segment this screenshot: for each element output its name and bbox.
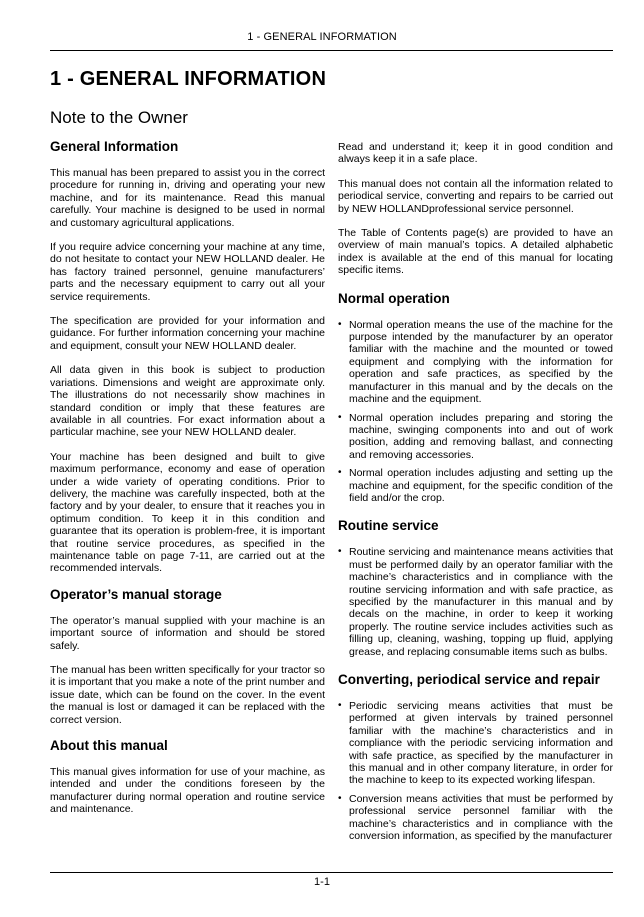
paragraph: The specification are provided for your information and guidance. For further information concerning your machine and equipment, consult your NEW HOLLAND dealer. (50, 315, 325, 352)
page-number: 1-1 (314, 876, 330, 888)
list-item: • Routine servicing and maintenance means activities that must be performed daily by an operator familiar with the machine’s characteristics and in compliance with the routine servicing information and with safe practice, as specified by the manufacturer in this manual and by decals on the machine, in order to keep it working properly. The routine service includes activities such as filling up, cleaning, washing, topping up fluid, applying grease, and replacing consumable items such as bulbs. (338, 546, 613, 658)
list-item: • Periodic servicing means activities that must be performed at given intervals by trained personnel familiar with the machine’s characteristics and in compliance with the periodic servicing information and with safe practice, as specified by the manufacturer in this manual and in other company literature, in order for the machine to keep to its expected working lifespan. (338, 700, 613, 787)
section-title: Note to the Owner (50, 108, 188, 127)
footer-rule (50, 872, 613, 873)
paragraph: Read and understand it; keep it in good condition and always keep it in a safe place. (338, 141, 613, 166)
paragraph: This manual has been prepared to assist you in the correct procedure for running in, driving and operating your new machine, and for its maintenance. Read this manual carefully. Your machine is designed to be used in normal and customary agricultural applications. (50, 167, 325, 229)
paragraph: Your machine has been designed and built to give maximum performance, economy and ease of operation under a wide variety of operating conditions. Prior to delivery, the machine was carefully inspected, both at the factory and by your dealer, to ensure that it reaches you in optimum condition. To keep it in this condition and guarantee that its operation is problem-free, it is important that routine service procedures, as specified in the maintenance table on page 7-11, are carried out at the recommended intervals. (50, 450, 325, 575)
header-rule (50, 50, 613, 51)
right-column (338, 141, 613, 850)
converting-heading: Converting, periodical service and repair (338, 672, 600, 687)
left-column (50, 139, 325, 828)
paragraph: All data given in this book is subject to production variations. Dimensions and weight are approximate only. The illustrations do not necessarily show machines in standard condition or imply that these features are available in all countries. For exact information about a particular machine, see your NEW HOLLAND dealer. (50, 364, 325, 439)
chapter-title: 1 - GENERAL INFORMATION (50, 68, 327, 90)
about-heading: About this manual (50, 738, 168, 754)
paragraph: If you require advice concerning your machine at any time, do not hesitate to contact your NEW HOLLAND dealer. He has factory trained personnel, genuine manufacturers’ parts and the necessary equipment to carry out all your service requirements. (50, 241, 325, 303)
normal-operation-heading: Normal operation (338, 290, 450, 306)
list-item: • Normal operation means the use of the machine for the purpose intended by the manufacturer by an operator familiar with the machine and the mounted or towed equipment and complying with the information for operation and safe practices, as specified by the manufacturer in this manual and by the decals on the machine and the equipment. (338, 319, 613, 406)
paragraph: This manual gives information for use of your machine, as intended and under the conditions foreseen by the manufacturer during normal operation and routine service and maintenance. (50, 766, 325, 816)
paragraph: The Table of Contents page(s) are provided to have an overview of main manual’s topics. A detailed alphabetic index is available at the end of this manual for locating specific items. (338, 227, 613, 277)
running-header: 1 - GENERAL INFORMATION (247, 31, 397, 43)
converting-list (338, 700, 613, 842)
paragraph: The operator’s manual supplied with your machine is an important source of information and should be stored safely. (50, 614, 325, 652)
paragraph: The manual has been written specifically for your tractor so it is important that you make a note of the print number and issue date, which can be found on the cover. In the event the manual is lost or damaged it can be replaced with the correct version. (50, 664, 325, 726)
routine-service-heading: Routine service (338, 518, 439, 534)
paragraph: This manual does not contain all the information related to periodical service, converting and repairs to be carried out by NEW HOLLANDprofessional service personnel. (338, 177, 613, 215)
normal-operation-list (338, 319, 613, 505)
list-item: • Conversion means activities that must be performed by professional service personnel familiar with the machine’s characteristics and in compliance with the conversion information, as specified by the manufacturer (338, 793, 613, 843)
routine-service-list (338, 546, 613, 658)
list-item: • Normal operation includes adjusting and setting up the machine and equipment, for the specific condition of the field and/or the crop. (338, 467, 613, 504)
list-item: • Normal operation includes preparing and storing the machine, swinging components into and out of work position, adding and removing ballast, and connecting and removing accessories. (338, 412, 613, 462)
storage-heading: Operator’s manual storage (50, 586, 222, 602)
general-information-heading: General Information (50, 139, 179, 154)
